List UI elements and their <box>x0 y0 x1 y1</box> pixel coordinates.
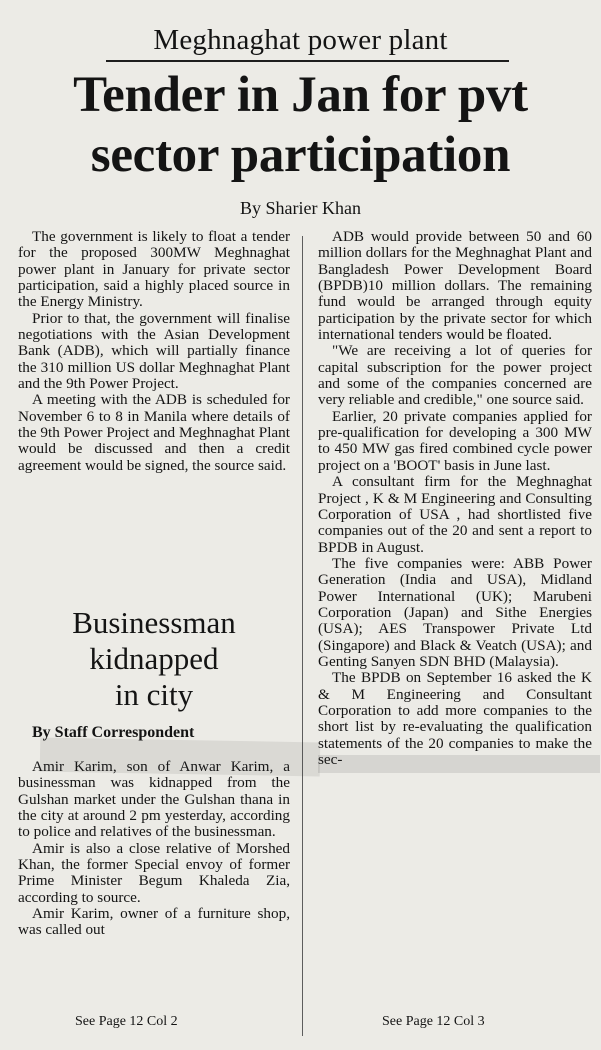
article-byline: By Sharier Khan <box>240 198 361 218</box>
second-headline-line-3: in city <box>114 677 194 712</box>
headline-line-1: Tender in Jan for pvt <box>73 67 528 123</box>
paragraph: A meeting with the ADB is scheduled for November 6 to 8 in Manila where details of the 9th Power Project and Meghnaghat Plant would be discussed and then a credit agreement would be signed, the source said. <box>18 391 290 474</box>
headline-line-2: sector participation <box>90 127 511 183</box>
continuation-note: See Page 12 Col 2 <box>75 1014 178 1029</box>
second-article-body <box>18 759 290 939</box>
article-kicker: Meghnaghat power plant <box>153 24 448 56</box>
paragraph: Prior to that, the government will finalise negotiations with the Asian Development Bank (ADB), which will partially finance the 310 million US dollar Meghnaghat Plant and the 9th Power Project. <box>18 309 290 393</box>
paragraph: Amir is also a close relative of Morshed Khan, the former Special envoy of former Prime Minister Begum Khaleda Zia, according to source. <box>18 839 290 906</box>
continuation-note: See Page 12 Col 3 <box>382 1014 485 1029</box>
article-headline <box>0 65 601 185</box>
paragraph: Earlier, 20 private companies applied for pre-qualification for developing a 300 MW to 450 MW gas fired combined cycle power project on a 'BOOT' basis in June last. <box>318 407 592 474</box>
article-column-left <box>18 229 290 474</box>
column-divider <box>302 236 303 1036</box>
paragraph: "We are receiving a lot of queries for capital subscription for the power project and some of the companies concerned are very reliable and credible," one source said. <box>318 342 592 409</box>
second-article-headline <box>18 605 290 713</box>
paragraph: The BPDB on September 16 asked the K & M Engineering and Consultant Corporation to add more companies to the short list by re-evaluating the qualification statements of the 20 companies to make the sec- <box>318 669 592 768</box>
paragraph: The five companies were: ABB Power Generation (India and USA), Midland Power International (UK); Marubeni Corporation (Japan) and Sithe Energies (USA); AES Transpower Private Ltd (Singapore) and Black & Veatch (USA); and Genting Sanyen SDN BHD (Malaysia). <box>318 554 592 670</box>
paragraph: Amir Karim, owner of a furniture shop, was called out <box>18 905 290 939</box>
paragraph: Amir Karim, son of Anwar Karim, a businessman was kidnapped from the Gulshan market under the Gulshan thana in the city at around 2 pm yesterday, according to police and relatives of the businessman. <box>18 758 290 841</box>
paragraph: A consultant firm for the Meghnaghat Project , K & M Engineering and Consulting Corporation of USA , had shortlisted five companies out of the 20 and sent a report to BPDB in August. <box>318 473 592 556</box>
paragraph: ADB would provide between 50 and 60 million dollars for the Meghnaghat Plant and Bangladesh Power Development Board (BPDB)10 million dollars. The remaining fund would be arranged through equity participation by the private sector for which international tenders would be floated. <box>318 228 592 344</box>
second-headline-line-2: kidnapped <box>89 641 219 676</box>
second-article-byline: By Staff Correspondent <box>32 724 195 741</box>
second-headline-line-1: Businessman <box>72 605 236 640</box>
kicker-underline <box>106 60 509 62</box>
article-column-right <box>318 229 592 768</box>
paragraph: The government is likely to float a tender for the proposed 300MW Meghnaghat power plant in January for private sector participation, said a highly placed source in the Energy Ministry. <box>18 228 290 311</box>
